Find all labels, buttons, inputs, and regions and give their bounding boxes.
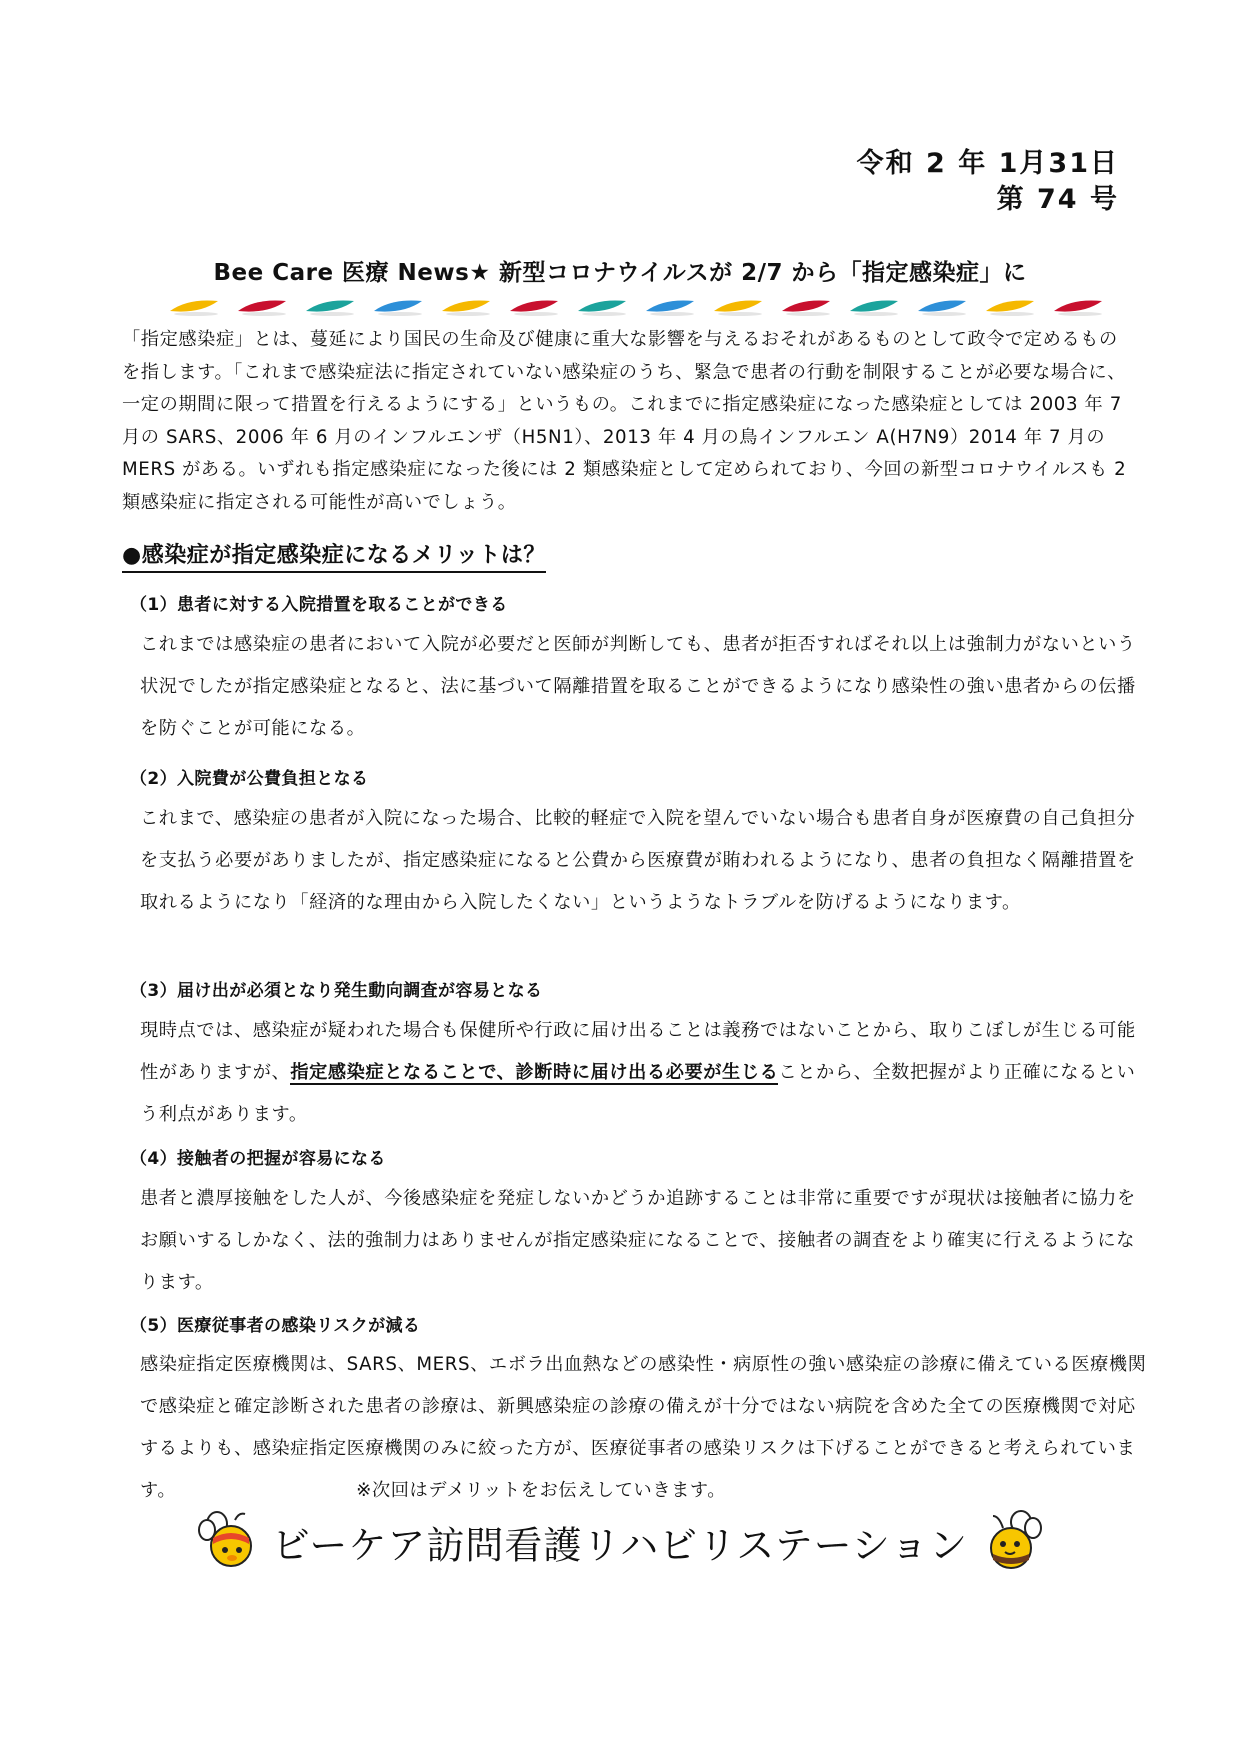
section-5-note: ※次回はデメリットをお伝えしていきます。 — [356, 1480, 727, 1501]
section-3-heading: （3）届け出が必須となり発生動向調査が容易となる — [130, 981, 543, 1001]
deco-stripe — [1054, 300, 1102, 311]
section-5-body-text: 感染症指定医療機関は、SARS、MERS、エボラ出血熱などの感染性・病原性の強い感染症の診療に備えている医療機関で感染症と確定診断された患者の診療は、新興感染症の診療の備えが十分ではない病院を含めた全ての医療機関で対応するよりも、感染症指定医療機関のみに絞った方が、医療従事者の感染リスクは下げることができると考えられています。 — [140, 1354, 1147, 1501]
section-3-highlight: 指定感染症となることで、診断時に届け出る必要が生じる — [290, 1062, 779, 1083]
deco-stripe — [986, 300, 1034, 311]
deco-stripe — [578, 300, 626, 311]
issue-number: 第 74 号 — [996, 184, 1119, 215]
section-4-body: 患者と濃厚接触をした人が、今後感染症を発症しないかどうか追跡することは非常に重要ですが現状は接触者に協力をお願いするしかなく、法的強制力はありませんが指定感染症になることで、接触者の調査をより確実に行えるようになります。 — [140, 1188, 1136, 1293]
deco-stripe — [918, 300, 966, 311]
deco-stripe — [714, 300, 762, 311]
deco-stripe — [374, 300, 422, 311]
deco-stripe-shadow — [378, 312, 422, 316]
deco-stripe — [646, 300, 694, 311]
footer-brand — [0, 1510, 1240, 1574]
section-3-body-part-b: ことから、全数把握がより正確になるという利点があります。 — [140, 1062, 1136, 1125]
issue-date: 令和 2 年 1月31日 — [856, 148, 1119, 179]
deco-stripe — [306, 300, 354, 311]
deco-stripe-shadow — [990, 312, 1034, 316]
section-4-heading: （4）接触者の把握が容易になる — [130, 1149, 386, 1169]
footer-text: ビーケア訪問看護リハビリステーション — [271, 1523, 969, 1568]
deco-stripe-shadow — [514, 312, 558, 316]
section-2-body: これまで、感染症の患者が入院になった場合、比較的軽症で入院を望んでいない場合も患者自身が医療費の自己負担分を支払う必要がありましたが、指定感染症になると公費から医療費が賄われるようになり、患者の負担なく隔離措置を取れるようになり「経済的な理由から入院したくない」というようなトラブルを防げるようになります。 — [140, 808, 1136, 913]
deco-stripe-shadow — [1058, 312, 1102, 316]
deco-stripe — [510, 300, 558, 311]
deco-stripe — [782, 300, 830, 311]
deco-stripe — [238, 300, 286, 311]
decorative-stripe-band — [150, 296, 1130, 318]
deco-stripe — [170, 300, 218, 311]
bee-icon-left — [195, 1510, 259, 1574]
deco-stripe — [850, 300, 898, 311]
deco-stripe-shadow — [310, 312, 354, 316]
page-title: Bee Care 医療 News★ 新型コロナウイルスが 2/7 から「指定感染症」に — [213, 260, 1027, 286]
section-1-body: これまでは感染症の患者において入院が必要だと医師が判断しても、患者が拒否すればそれ以上は強制力がないという状況でしたが指定感染症となると、法に基づいて隔離措置を取ることができるようになり感染性の強い患者からの伝播を防ぐことが可能になる。 — [140, 634, 1136, 739]
section-5-heading: （5）医療従事者の感染リスクが減る — [130, 1316, 421, 1336]
deco-stripe-shadow — [174, 312, 218, 316]
section-3-body — [122, 1010, 1150, 1136]
date-block — [857, 146, 1119, 218]
intro-paragraph: 「指定感染症」とは、蔓延により国民の生命及び健康に重大な影響を与えるおそれがあるものとして政令で定めるものを指します。「これまで感染症法に指定されていない感染症のうち、緊急で患者の行動を制限することが必要な場合に、一定の期間に限って措置を行えるようにする」というもの。これまでに指定感染症になった感染症としては 2003 年 7 月の SARS、2006 年 6 月のインフルエンザ（H5N1）、2013 年 4 月の鳥インフルエン A(H7N9）2014 年 7 月の MERS がある。いずれも指定感染症になった後には 2 類感染症として定められており、今回の新型コロナウイルスも 2 類感染症に指定される可能性が高いでしょう。 — [122, 329, 1127, 513]
deco-stripe-shadow — [446, 312, 490, 316]
section-2-heading: （2）入院費が公費負担となる — [130, 769, 369, 789]
deco-stripe-shadow — [922, 312, 966, 316]
deco-stripe-shadow — [650, 312, 694, 316]
deco-stripe-shadow — [786, 312, 830, 316]
section-3-body-part-a: 現時点では、感染症が疑われた場合も保健所や行政に届け出ることは義務ではないことから、取りこぼしが生じる可能性がありますが、 — [140, 1020, 1136, 1083]
deco-stripe-shadow — [242, 312, 286, 316]
deco-stripe-shadow — [718, 312, 762, 316]
section-5-body — [122, 1344, 1150, 1512]
section-1-heading: （1）患者に対する入院措置を取ることができる — [130, 595, 508, 615]
deco-stripe — [442, 300, 490, 311]
deco-stripe-shadow — [582, 312, 626, 316]
deco-stripe-shadow — [854, 312, 898, 316]
merit-heading: ●感染症が指定感染症になるメリットは？ — [122, 538, 546, 573]
bee-icon-right — [981, 1510, 1045, 1574]
